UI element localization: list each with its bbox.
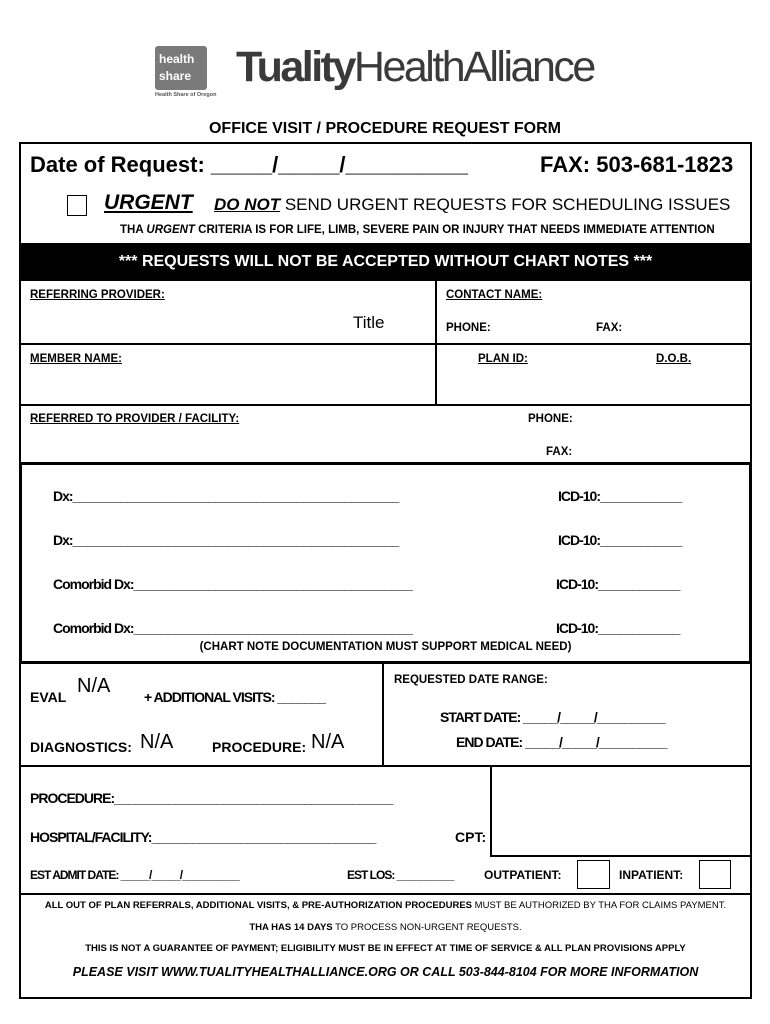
do-not: DO NOT bbox=[214, 195, 281, 214]
footer-line2-rest: TO PROCESS NON-URGENT REQUESTS. bbox=[332, 922, 522, 933]
dx-line-2[interactable]: Dx:________________________________________________ bbox=[53, 532, 399, 548]
chart-note-requirement: (CHART NOTE DOCUMENTATION MUST SUPPORT MEDICAL NEED) bbox=[199, 641, 572, 653]
date-of-request: Date of Request: _____/_____/__________ bbox=[30, 152, 468, 177]
badge-line2: share bbox=[159, 69, 192, 83]
brand-light: HealthAlliance bbox=[353, 43, 594, 91]
outpatient-checkbox[interactable] bbox=[577, 860, 610, 889]
end-date[interactable]: END DATE: _____/_____/__________ bbox=[456, 734, 667, 750]
procedure-line[interactable]: PROCEDURE:_________________________________________ bbox=[30, 790, 393, 806]
form-title: OFFICE VISIT / PROCEDURE REQUEST FORM bbox=[208, 120, 562, 137]
divider bbox=[19, 404, 752, 406]
est-admit-date[interactable]: EST ADMIT DATE: _____/_____/__________ bbox=[30, 868, 239, 882]
urgent-criteria bbox=[120, 224, 715, 236]
divider bbox=[382, 664, 384, 765]
diagnostics-label: DIAGNOSTICS: bbox=[30, 739, 132, 755]
footer-guarantee: THIS IS NOT A GUARANTEE OF PAYMENT; ELIGIBILITY MUST BE IN EFFECT AT TIME OF SERVICE & ALL PLAN PROVISIONS APPLY bbox=[85, 943, 686, 954]
plan-id-label: PLAN ID: bbox=[478, 353, 528, 365]
eval-label: EVAL bbox=[30, 689, 67, 705]
criteria-pre: THA bbox=[120, 224, 147, 236]
divider bbox=[19, 343, 752, 345]
cpt-label: CPT: bbox=[455, 829, 487, 845]
additional-visits[interactable]: + ADDITIONAL VISITS: _______ bbox=[144, 689, 325, 705]
footer-line1-rest: MUST BE AUTHORIZED BY THA FOR CLAIMS PAYMENT. bbox=[472, 900, 727, 911]
est-los[interactable]: EST LOS: __________ bbox=[347, 868, 454, 882]
inpatient-checkbox[interactable] bbox=[699, 860, 731, 889]
badge-caption: Health Share of Oregon bbox=[155, 92, 217, 98]
start-date[interactable]: START DATE: _____/_____/__________ bbox=[440, 709, 665, 725]
badge-line1: health bbox=[159, 52, 195, 66]
dob-label: D.O.B. bbox=[656, 353, 692, 365]
referred-phone-label: PHONE: bbox=[528, 413, 573, 425]
divider bbox=[435, 343, 437, 404]
divider bbox=[19, 893, 752, 895]
diagnostics-value[interactable]: N/A bbox=[140, 731, 174, 753]
icd-line-1[interactable]: ICD-10:____________ bbox=[558, 488, 682, 504]
date-range-label: REQUESTED DATE RANGE: bbox=[394, 674, 548, 686]
comorbid-dx-line-1[interactable]: Comorbid Dx:_________________________________________ bbox=[53, 576, 412, 592]
referred-to-label: REFERRED TO PROVIDER / FACILITY: bbox=[30, 413, 240, 425]
urgent-warning bbox=[214, 195, 730, 215]
footer-authorization bbox=[19, 900, 752, 911]
icd-line-3[interactable]: ICD-10:____________ bbox=[556, 576, 680, 592]
footer-contact: PLEASE VISIT WWW.TUALITYHEALTHALLIANCE.ORG OR CALL 503-844-8104 FOR MORE INFORMATION bbox=[72, 965, 699, 979]
criteria-post: CRITERIA IS FOR LIFE, LIMB, SEVERE PAIN OR INJURY THAT NEEDS IMMEDIATE ATTENTION bbox=[194, 224, 715, 236]
chart-notes-banner: *** REQUESTS WILL NOT BE ACCEPTED WITHOUT CHART NOTES *** bbox=[19, 243, 752, 281]
fax-number: FAX: 503-681-1823 bbox=[540, 152, 734, 177]
eval-value[interactable]: N/A bbox=[77, 675, 111, 697]
footer-processing bbox=[19, 922, 752, 933]
contact-name-label: CONTACT NAME: bbox=[446, 289, 543, 301]
footer-line1-bold: ALL OUT OF PLAN REFERRALS, ADDITIONAL VISITS, & PRE-AUTHORIZATION PROCEDURES bbox=[44, 900, 473, 911]
divider bbox=[435, 281, 437, 343]
criteria-urgent: URGENT bbox=[146, 224, 195, 236]
icd-line-2[interactable]: ICD-10:____________ bbox=[558, 532, 682, 548]
urgent-label: URGENT bbox=[104, 191, 193, 214]
cpt-box bbox=[490, 765, 752, 857]
member-name-label: MEMBER NAME: bbox=[30, 353, 122, 365]
outpatient-label: OUTPATIENT: bbox=[484, 868, 562, 882]
referring-provider-label: REFERRING PROVIDER: bbox=[30, 289, 165, 301]
health-share-badge bbox=[155, 46, 207, 90]
referring-provider-value[interactable]: Title bbox=[353, 313, 385, 332]
referred-fax-label: FAX: bbox=[546, 446, 573, 458]
brand-wordmark bbox=[236, 43, 594, 91]
icd-line-4[interactable]: ICD-10:____________ bbox=[556, 620, 680, 636]
contact-phone-label: PHONE: bbox=[446, 322, 491, 334]
footer-line2-bold: THA HAS 14 DAYS bbox=[249, 922, 333, 933]
health-share-logo bbox=[155, 46, 221, 102]
inpatient-label: INPATIENT: bbox=[619, 868, 684, 882]
brand-bold: Tuality bbox=[236, 43, 354, 91]
procedure-value[interactable]: N/A bbox=[311, 731, 345, 753]
procedure-label: PROCEDURE: bbox=[212, 739, 307, 755]
contact-fax-label: FAX: bbox=[596, 322, 623, 334]
dx-line-1[interactable]: Dx:________________________________________________ bbox=[53, 488, 399, 504]
hospital-facility-line[interactable]: HOSPITAL/FACILITY:_________________________________ bbox=[30, 829, 376, 845]
urgent-checkbox[interactable] bbox=[67, 195, 87, 216]
urgent-note: SEND URGENT REQUESTS FOR SCHEDULING ISSUES bbox=[280, 195, 731, 214]
comorbid-dx-line-2[interactable]: Comorbid Dx:_________________________________________ bbox=[53, 620, 412, 636]
